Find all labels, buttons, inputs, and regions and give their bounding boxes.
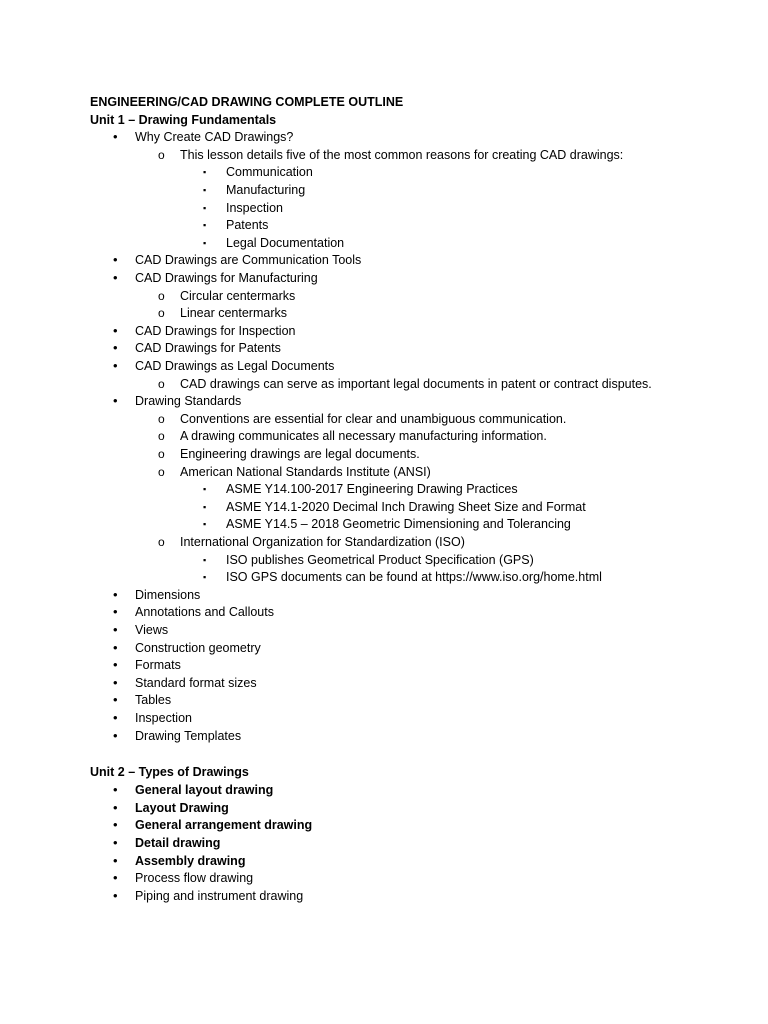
bullet-marker: • [113,727,118,743]
bullet-marker: • [113,622,118,637]
outline-item-level-1: Why Create CAD Drawings? [135,130,294,145]
outline-item-level-3: ASME Y14.100-2017 Engineering Drawing Practices [226,482,518,497]
drawing-type-item: Assembly drawing [135,853,246,868]
drawing-type-item: Layout Drawing [135,800,229,815]
bullet-marker: • [113,604,118,620]
bullet-marker: • [113,358,118,373]
outline-item-level-1: Dimensions [135,587,201,602]
outline-item-level-2: Conventions are essential for clear and unambiguous communication. [180,411,567,426]
outline-item-level-2: A drawing communicates all necessary manufacturing information. [180,429,547,444]
bullet-marker: • [113,799,118,815]
drawing-type-item: Piping and instrument drawing [135,888,304,903]
outline-item-level-1: CAD Drawings are Communication Tools [135,253,362,268]
square-marker: ▪ [203,519,207,530]
bullet-marker: • [113,870,118,886]
circle-marker: o [158,429,165,444]
outline-item-level-1: CAD Drawings as Legal Documents [135,359,335,373]
outline-item-level-1: Drawing Standards [135,394,242,409]
bullet-marker: • [113,129,118,145]
bullet-marker: • [113,393,118,409]
outline-item-level-1: Views [135,623,169,637]
outline-item-level-2: This lesson details five of the most common reasons for creating CAD drawings: [180,147,624,162]
outline-item-level-3: ASME Y14.1-2020 Decimal Inch Drawing Sheet Size and Format [226,499,586,514]
circle-marker: o [158,376,165,391]
circle-marker: o [158,147,165,162]
square-marker: ▪ [203,202,207,213]
outline-item-level-2: Circular centermarks [180,288,296,303]
outline-item-level-1: CAD Drawings for Inspection [135,323,296,338]
outline-item-level-1: CAD Drawings for Patents [135,341,281,356]
circle-marker: o [158,447,165,461]
document-title: ENGINEERING/CAD DRAWING COMPLETE OUTLINE [90,95,404,109]
bullet-marker: • [113,674,118,690]
outline-item-level-1: Formats [135,658,181,673]
circle-marker: o [158,411,165,426]
circle-marker: o [158,464,165,479]
square-marker: ▪ [203,237,207,248]
bullet-marker: • [113,639,118,655]
outline-item-level-3: ISO publishes Geometrical Product Specification (GPS) [226,552,534,567]
square-marker: ▪ [203,501,207,512]
square-marker: ▪ [203,572,207,583]
bullet-marker: • [113,887,118,903]
outline-item-level-1: Standard format sizes [135,675,257,690]
bullet-marker: • [113,252,118,268]
circle-marker: o [158,306,165,321]
unit-2-heading: Unit 2 – Types of Drawings [90,764,249,779]
drawing-type-item: Process flow drawing [135,871,254,886]
outline-item-level-1: Annotations and Callouts [135,605,274,620]
outline-item-level-1: Drawing Templates [135,728,242,743]
bullet-marker: • [113,657,118,673]
square-marker: ▪ [203,484,207,495]
bullet-marker: • [113,340,118,356]
outline-item-level-3: ISO GPS documents can be found at https://www.iso.org/home.html [226,570,602,585]
outline-item-level-1: Inspection [135,711,192,725]
outline-item-level-3: ASME Y14.5 – 2018 Geometric Dimensioning and Tolerancing [226,517,571,532]
outline-item-level-2: Linear centermarks [180,306,287,321]
circle-marker: o [158,535,165,549]
bullet-marker: • [113,852,118,868]
outline-item-level-3: Communication [226,165,313,180]
bullet-marker: • [113,586,118,602]
unit-1-heading: Unit 1 – Drawing Fundamentals [90,112,277,127]
outline-item-level-3: Inspection [226,200,283,215]
circle-marker: o [158,288,165,303]
outline-item-level-2: CAD drawings can serve as important legal documents in patent or contract disputes. [180,376,652,391]
outline-item-level-2: International Organization for Standardization (ISO) [180,535,465,549]
outline-item-level-2: Engineering drawings are legal documents. [180,447,420,461]
bullet-marker: • [113,782,118,798]
bullet-marker: • [113,817,118,833]
bullet-marker: • [113,710,118,725]
bullet-marker: • [113,322,118,338]
bullet-marker: • [113,692,118,708]
outline-item-level-2: American National Standards Institute (ANSI) [180,464,431,479]
outline-item-level-1: CAD Drawings for Manufacturing [135,271,318,285]
square-marker: ▪ [203,167,207,178]
outline-item-level-3: Manufacturing [226,183,306,197]
drawing-type-item: General arrangement drawing [135,818,313,833]
outline-item-level-1: Construction geometry [135,640,261,655]
drawing-type-item: General layout drawing [135,783,274,798]
outline-item-level-1: Tables [135,693,172,708]
square-marker: ▪ [203,185,207,195]
outline-item-level-3: Legal Documentation [226,235,345,250]
drawing-type-item: Detail drawing [135,835,221,850]
bullet-marker: • [113,270,118,285]
square-marker: ▪ [203,220,207,231]
outline-item-level-3: Patents [226,218,269,233]
bullet-marker: • [113,834,118,850]
square-marker: ▪ [203,554,207,565]
